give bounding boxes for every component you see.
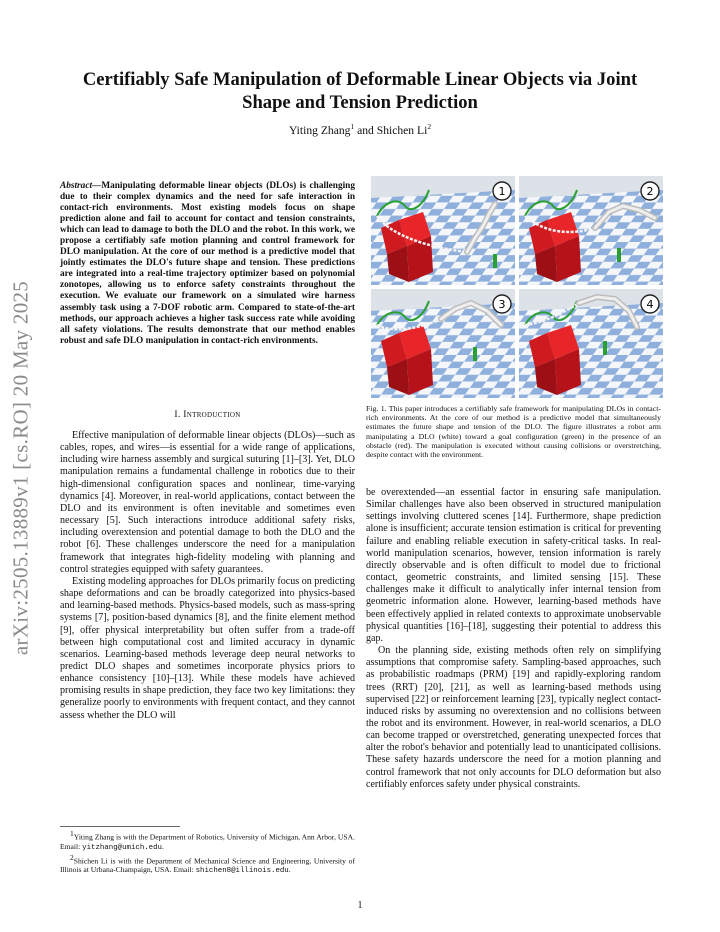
footnote-rule xyxy=(60,826,180,827)
step-label: 1 xyxy=(498,185,506,198)
footnote-1: $^1$Yiting Zhang is with the Department of Robotics, University of Michigan, Ann Arbor, USA. Email: yitzhang@umich.edu. xyxy=(60,829,355,852)
footnotes xyxy=(60,826,355,876)
figure-panel-4 xyxy=(519,289,663,398)
paper-title: Certifiably Safe Manipulation of Deformable Linear Objects via Joint Shape and Tension Prediction xyxy=(82,69,638,113)
figure-panel-2 xyxy=(519,176,663,285)
right-column-body xyxy=(366,487,661,791)
step-label: 3 xyxy=(498,298,506,311)
figure-1 xyxy=(371,176,663,398)
author-line: Yiting Zhang$^1$ and Shichen Li$^2$ xyxy=(288,122,432,137)
abstract-text: —Manipulating deformable linear objects (DLOs) is challenging due to their complex dynamics and the need for safe interaction in contact-rich environments. Most existing models focus on shape prediction alone and fail to account for contact and tension constraints, which can lead to damage to both the DLO and the robot. In this work, we propose a certifiably safe motion planning and control framework for DLO manipulation. At the core of our method is a predictive model that jointly estimates the DLO's future shape and tension. These predictions are integrated into a real-time trajectory optimizer based on polynomial zonotopes, allowing us to enforce safety constraints throughout the execution. We evaluate our framework on a simulated wire harness assembly task using a 7-DOF robotic arm. Compared to state-of-the-art methods, our approach achieves a higher task success rate while avoiding all safety violations. The results demonstrate that our method enables robust and safe DLO manipulation in contact-rich environments. xyxy=(60,181,355,346)
email-link[interactable]: yitzhang@umich.edu xyxy=(82,843,162,852)
paragraph: On the planning side, existing methods often rely on simplifying assumptions that compromise safety. Sampling-based approaches, such as probabilistic roadmaps (PRM) [19] and rapidly-exploring random trees (RRT) [20], [21], as well as learning-based methods using supervised [22] or reinforcement learning [23], typically neglect contact-induced risks by assuming no overextension and no collisions between the robot and its environment. However, in real-world scenarios, a DLO can become trapped or overstretched, generating unexpected forces that alter the robot's behavior and potentially lead to unanticipated collisions. These safety hazards underscore the need for a motion planning and control framework that not only accounts for DLO deformation but also certifiably enforces safety under physical constraints. xyxy=(366,645,661,790)
abstract xyxy=(60,181,355,347)
figure-caption: Fig. 1. This paper introduces a certifiably safe framework for manipulating DLOs in contact-rich environments. At the core of our method is a predictive model that simultaneously estimates the future shape and tension of the DLO. The figure illustrates a robot arm manipulating a DLO (white) toward a goal configuration (green) in the presence of an obstacle (red). The manipulation is executed without causing collisions or overstretching, despite contact with the environment. xyxy=(366,404,661,460)
author-2: Shichen Li xyxy=(376,123,428,137)
page-number: 1 xyxy=(357,900,363,911)
arxiv-stamp: arXiv:2505.13889v1 [cs.RO] 20 May 2025 xyxy=(8,280,33,656)
footnote-2: $^2$Shichen Li is with the Department of Mechanical Science and Engineering, University of Illinois at Urbana-Champaign, USA. Email: shichen8@illinois.edu. xyxy=(60,852,355,876)
paragraph: be overextended—an essential factor in ensuring safe manipulation. Similar challenges have also been observed in structured manipulation settings involving cluttered scenes [14]. Furthermore, shape prediction alone is insufficient; accurate tension estimation is critical for preventing failure and enabling reliable execution in safety-critical tasks. In real-world manipulation scenarios, however, tension information is rarely directly observable and is often difficult to model due to frictional contact, geometric constraints, and limited sensing [15]. These challenges make it difficult to analytically infer internal tension from geometric information alone. However, learning-based methods have been effectively applied in related contexts to approximate unobservable physical quantities [16]–[18], suggesting their potential to address this gap. xyxy=(366,487,661,644)
email-link[interactable]: shichen8@illinois.edu xyxy=(195,867,289,876)
figure-panel-3 xyxy=(371,289,515,398)
paragraph: Effective manipulation of deformable linear objects (DLOs)—such as cables, ropes, and wires—is essential for a wide range of applications, including wire harness assembly and surgical suturing [1]–[3]. Yet, DLO manipulation remains a fundamental challenge in robotics due to their high-dimensional configuration spaces and nonlinear, time-varying dynamics [4]. Moreover, in real-world applications, contact between the DLO and its environment is often inevitable and sometimes even necessary [5]. Such interactions introduce additional safety risks, including overextension and potential damage to both the DLO and the robot [6]. These challenges underscore the need for a manipulation framework that integrates high-fidelity modeling with planning and control strategies equipped with safety guarantees. xyxy=(60,430,355,575)
figure-panel-1 xyxy=(371,176,515,285)
paragraph: Existing modeling approaches for DLOs primarily focus on predicting shape deformations and can be broadly categorized into physics-based and learning-based methods. Physics-based models, such as mass-spring systems [7], position-based dynamics [8], and the finite element method [9], offer physical interpretability but often suffer from a trade-off between high computational cost and limited accuracy in dynamic scenarios. Learning-based methods leverage deep neural networks to predict DLO shapes and sometimes incorporate physics priors to enhance consistency [10]–[13]. While these models have achieved promising results in shape prediction, they face two key limitations: they generalize poorly to environments with frequent contact, and they cannot assess whether the DLO will xyxy=(60,575,355,721)
author-1: Yiting Zhang xyxy=(288,123,351,137)
abstract-label: Abstract xyxy=(60,181,93,191)
step-label: 2 xyxy=(646,185,654,198)
section-heading-introduction: I. Introduction xyxy=(174,409,241,420)
left-column-body xyxy=(60,430,355,722)
step-label: 4 xyxy=(646,298,654,311)
